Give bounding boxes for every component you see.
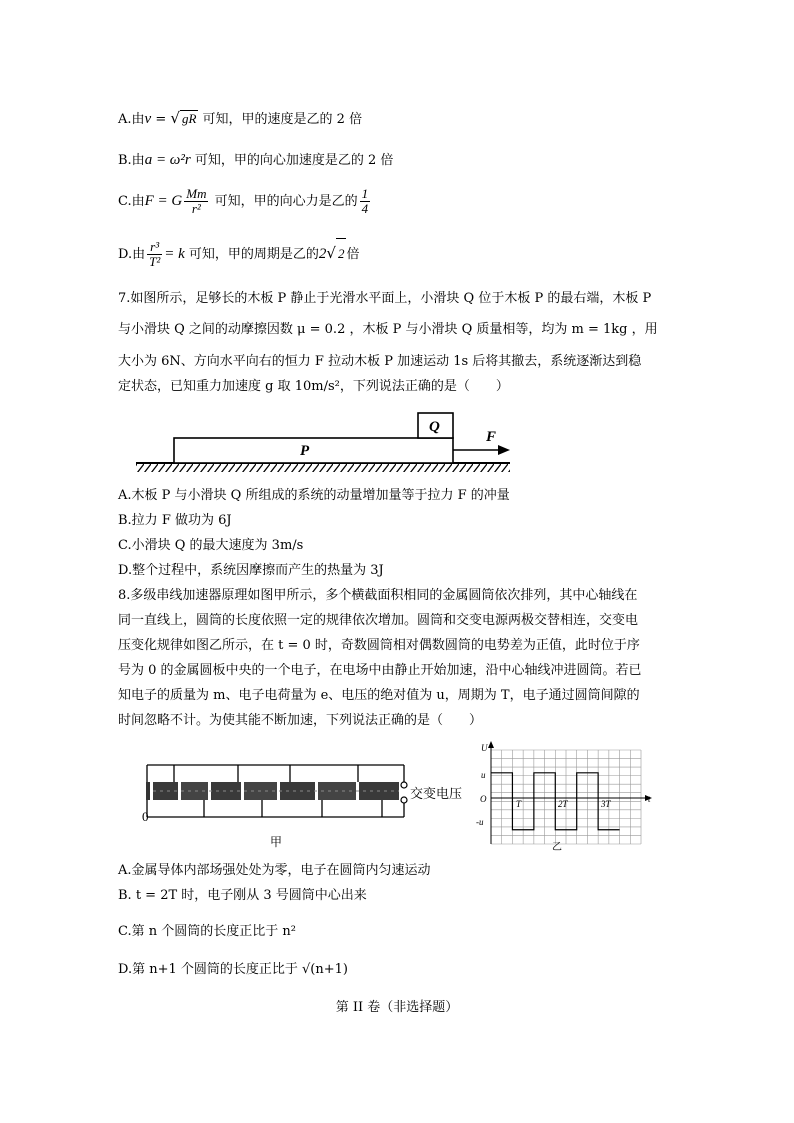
q8-stem-line-1: 8.多级串线加速器原理如图甲所示，多个横截面积相同的金属圆筒依次排列，其中心轴线在 bbox=[118, 588, 638, 603]
accelerator-figure-jia bbox=[134, 745, 474, 855]
terminal-bottom bbox=[401, 797, 407, 803]
ground-hatching bbox=[136, 463, 510, 472]
q7-board-figure bbox=[130, 410, 520, 480]
q7-stem-line-3: 大小为 6N、方向水平向右的恒力 F 拉动木板 P 加速运动 1s 后将其撤去，系统逐渐达到稳 bbox=[118, 354, 642, 369]
q8-option-b: B. t = 2T 时，电子刚从 3 号圆筒中心出来 bbox=[118, 888, 367, 903]
figure-jia-label: 甲 bbox=[270, 835, 283, 849]
chart-xtick-t: T bbox=[516, 799, 522, 809]
chart-xtick-3t: 3T bbox=[601, 799, 611, 809]
cylinder-3 bbox=[211, 782, 241, 800]
q7-stem-line-1: 7.如图所示，足够长的木板 P 静止于光滑水平面上，小滑块 Q 位于木板 P 的最右端，木板 P bbox=[118, 291, 652, 306]
board-label-p: P bbox=[300, 443, 310, 459]
force-arrowhead bbox=[498, 445, 510, 455]
q8-option-d: D.第 n+1 个圆筒的长度正比于 √(n+1) bbox=[118, 962, 348, 977]
q8-option-c: C.第 n 个圆筒的长度正比于 n² bbox=[118, 924, 296, 939]
chart-xlabel: t bbox=[648, 794, 651, 804]
q7-option-c: C.小滑块 Q 的最大速度为 3m/s bbox=[118, 538, 304, 553]
q7-option-b: B.拉力 F 做功为 6J bbox=[118, 513, 232, 528]
q7-stem-line-2: 与小滑块 Q 之间的动摩擦因数 μ = 0.2 ，木板 P 与小滑块 Q 质量相等，均为 m = 1kg ，用 bbox=[118, 322, 658, 337]
q6-option-b: B.由a = ω²r 可知，甲的向心加速度是乙的 2 倍 bbox=[118, 152, 394, 168]
chart-xtick-2t: 2T bbox=[558, 799, 568, 809]
board-p bbox=[174, 438, 453, 463]
q8-stem-line-4: 号为 0 的金属圆板中央的一个电子，在电场中由静止开始加速，沿中心轴线冲进圆筒。若已 bbox=[118, 663, 642, 678]
plate-zero-label: 0 bbox=[142, 809, 149, 824]
block-label-q: Q bbox=[429, 419, 440, 435]
plate-zero bbox=[146, 782, 150, 800]
source-label: 交变电压 bbox=[410, 787, 463, 802]
q8-stem-line-5: 知电子的质量为 m、电子电荷量为 e、电压的绝对值为 u，周期为 T，电子通过圆筒间隙的 bbox=[118, 688, 640, 703]
voltage-chart-yi bbox=[476, 740, 656, 852]
q8-stem-line-3: 压变化规律如图乙所示，在 t = 0 时，奇数圆筒相对偶数圆筒的电势差为正值，此时位于序 bbox=[118, 638, 640, 653]
force-label-f: F bbox=[486, 429, 497, 445]
q6-option-a: A.由v = √ gR 可知，甲的速度是乙的 2 倍 bbox=[118, 109, 363, 127]
q8-option-a: A.金属导体内部场强处处为零，电子在圆筒内匀速运动 bbox=[118, 863, 431, 878]
terminal-top bbox=[401, 782, 407, 788]
chart-ytick-neg: -u bbox=[476, 817, 484, 827]
q8-stem-line-2: 同一直线上，圆筒的长度依照一定的规律依次增加。圆筒和交变电源两极交替相连，交变电 bbox=[118, 613, 639, 628]
section-title: 第 II 卷（非选择题） bbox=[335, 1000, 459, 1015]
q7-option-d: D.整个过程中，系统因摩擦而产生的热量为 3J bbox=[118, 563, 384, 578]
q8-stem-line-6: 时间忽略不计。为使其能不断加速，下列说法正确的是（ ） bbox=[118, 713, 483, 728]
chart-title-yi: 乙 bbox=[552, 842, 562, 852]
q7-stem-line-4: 定状态，已知重力加速度 g 取 10m/s²，下列说法正确的是（ ） bbox=[118, 379, 509, 394]
q7-option-a: A.木板 P 与小滑块 Q 所组成的系统的动量增加量等于拉力 F 的冲量 bbox=[118, 488, 510, 503]
q6-option-d: D.由 $\frac{\text{r³}}{\text{T²}}$ = k 可知，甲的周期是乙的2√ 2 倍 bbox=[118, 239, 360, 269]
chart-origin: O bbox=[480, 794, 487, 804]
chart-ylabel: U bbox=[481, 743, 488, 753]
q6-option-c: C.由F = G $\frac{Mm}{\text{r²}}$ 可知，甲的向心力是乙的 $\frac{1}{4}$ bbox=[118, 186, 369, 216]
chart-ytick-pos: u bbox=[481, 770, 486, 780]
